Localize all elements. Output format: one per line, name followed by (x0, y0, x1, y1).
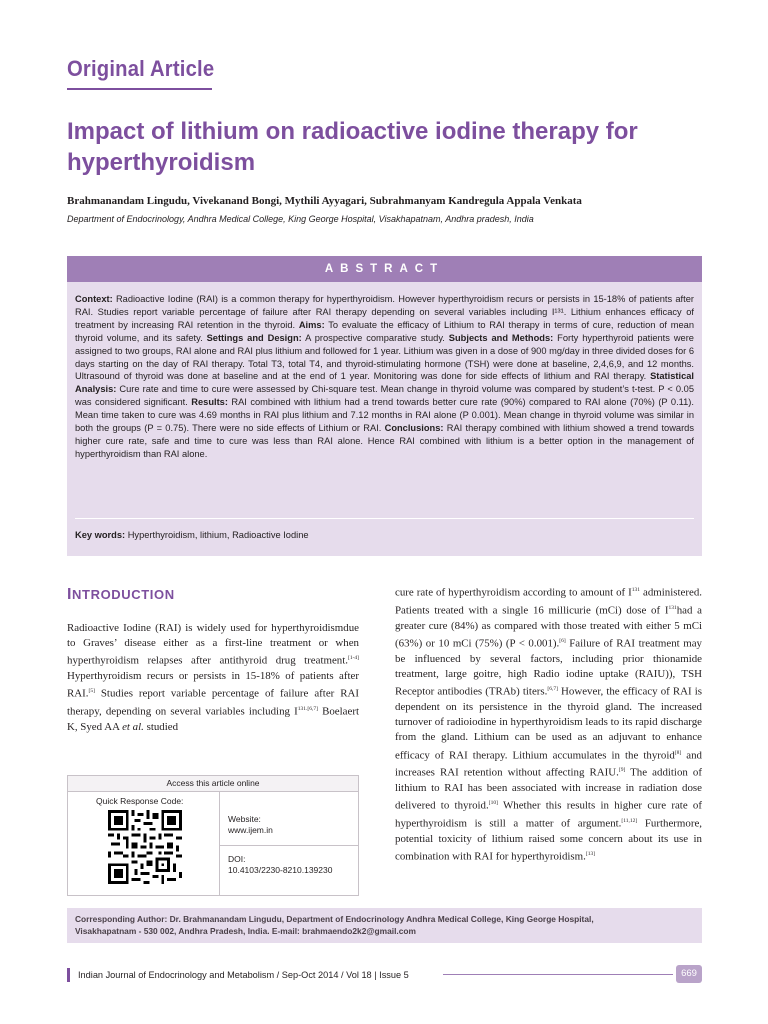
conclusions-label: Conclusions: (384, 423, 444, 434)
left-column (67, 586, 359, 735)
aims-text: To evaluate the efficacy of Lithium to RAI therapy in terms of cure, reduction of mean thyroid volume, and its safety. (75, 319, 694, 343)
citation: [11,12] (621, 818, 638, 825)
website-label: Website: (228, 814, 261, 824)
introduction-heading (67, 586, 359, 604)
citation: [10] (488, 800, 498, 807)
keywords-label: Key words: (75, 530, 126, 540)
abstract-divider (75, 518, 694, 519)
body-text: cure rate of hyperthyroidism according to amount of I (395, 586, 632, 599)
access-article-box (67, 775, 359, 896)
citation: [13] (585, 851, 596, 858)
footer-journal: Indian Journal of Endocrinology and Metabolism / Sep-Oct 2014 / Vol 18 | Issue 5 (78, 970, 409, 980)
results-text: RAI combined with lithium had a trend towards better cure rate (90%) compared to RAI alone (70%) (P 0.11). Mean time taken to cure was 4.69 months in RAI plus lithium and 7.12 months in RAI alone (P 0.001). Mean change in thyroid volume was similar in both the groups (P = 0.75). There were no side effects of Lithium or RAI. (75, 397, 694, 434)
et-al: et al. (122, 721, 144, 734)
citation: [1-4] (348, 655, 359, 662)
access-title: Access this article online (68, 776, 358, 792)
keywords-text: Hyperthyroidism, lithium, Radioactive Iodine (125, 530, 309, 540)
citation: [5] (88, 688, 95, 695)
stats-label: Statistical Analysis: (75, 371, 694, 395)
citation: [6,7] (547, 686, 558, 693)
heading-initial: I (67, 586, 73, 603)
introduction-paragraph (67, 621, 359, 735)
body-text: The addition of lithium to RAI has been associated with increase in radiation dose delivered to thyroid. (395, 766, 702, 813)
isotope-superscript: 131 (297, 706, 307, 713)
settings-text: A prospective comparative study. (301, 332, 449, 343)
author-affiliation: Department of Endocrinology, Andhra Medical College, King George Hospital, Visakhapatnam, Andhra pradesh, India (67, 214, 534, 224)
heading-rest: NTRODUCTION (72, 587, 175, 602)
body-text: administered. Patients treated with a single 16 millicurie (mCi) dose of I (395, 586, 702, 617)
footer-rule (443, 974, 673, 975)
body-text: Whether this results in higher cure rate of hyperthyroidism is still a matter of argument. (395, 800, 702, 830)
website-cell (220, 792, 358, 846)
citation: [6] (559, 637, 566, 644)
subjects-text: Forty hyperthyroid patients were assigned to two groups, RAI alone and RAI plus lithium and followed for 1 year. Lithium was given in a dose of 900 mg/day in three divided doses for 6 days starting on the day of RAI therapy. Total T3, total T4, and thyroid-stimulating hormone (TSH) were done at baseline, 2,4,6,9, and 12 months. Ultrasound of thyroid was done at baseline and at the end of 1 year. Monitoring was done for side effects of lithium and RAI therapy. (75, 332, 694, 382)
article-type-label: Original Article (67, 56, 215, 81)
subjects-label: Subjects and Methods: (448, 332, 554, 343)
body-text: However, the efficacy of RAI is dependent on its persistence in the thyroid gland. The increased turnover of radioiodine in hyperthyroidism leads to its rapid discharge from the gland. Lithium can be used as an adjuvant to enhance efficacy of RAI therapy. Lithium accumulates in the thyroid (395, 685, 702, 762)
page-number: 669 (676, 965, 702, 983)
author-list: Brahmanandam Lingudu, Vivekanand Bongi, Mythili Ayyagari, Subrahmanyam Kandregula Appala Venkata (67, 195, 582, 207)
intro-text: Hyperthyroidism recurs or persists in 15-18% of patients after RAI. (67, 670, 359, 701)
isotope-superscript: 131 (668, 604, 677, 611)
citation: [8] (674, 749, 682, 756)
body-text: and increases RAI retention without affecting RAIU. (395, 749, 702, 779)
corresponding-line-2: Visakhapatnam - 530 002, Andhra Pradesh, India. E-mail: brahmaendo2k2@gmail.com (75, 926, 416, 936)
footer-accent-bar (67, 968, 70, 982)
website-link[interactable]: www.ijem.in (228, 825, 273, 835)
intro-text: Radioactive Iodine (RAI) is widely used for hyperthyroidismdue to Graves’ disease either as a first-line treatment or when hyperthyroidism relapses after antithyroid drug treatment. (67, 622, 359, 668)
intro-text: Studies report variable percentage of failure after RAI therapy, depending on several variables including I (67, 688, 359, 718)
doi-cell (220, 846, 358, 895)
conclusions-text: RAI therapy combined with lithium showed a trend towards higher cure rate, safe and time to cure was less than RAI alone. Hence RAI combined with lithium is a better option in the management of hyperthyroidism than RAI alone. (75, 423, 694, 459)
settings-label: Settings and Design: (206, 332, 302, 343)
article-title: Impact of lithium on radioactive iodine therapy for hyperthyroidism (67, 118, 638, 176)
context-label: Context: (75, 294, 113, 304)
body-text: Failure of RAI treatment may be influenced by several factors, including prior thionamide treatment, large goitre, high Radio iodine uptake (RAIU)), TSH Receptor antibodies (TRAb) titers. (395, 637, 702, 698)
article-type-rule (67, 88, 212, 90)
abstract-heading: ABSTRACT (67, 256, 702, 282)
qr-label: Quick Response Code: (96, 796, 184, 806)
doi-label: DOI: (228, 854, 246, 864)
context-text: Radioactive Iodine (RAI) is a common therapy for hyperthyroidism. However hyperthyroidism recurs or persists in 15-18% of patients after RAI. Studies report variable percentage of failure after RAI therapy depending on several variables including I¹³¹. Lithium enhances efficacy of treatment by increasing RAI retention in the thyroid. (75, 294, 694, 330)
corresponding-author-box (67, 908, 702, 943)
body-text: Furthermore, potential toxicity of lithium raised some concern about its use in combination with RAI for hyperthyroidism. (395, 817, 702, 863)
abstract-body (67, 282, 702, 461)
body-paragraph (395, 583, 702, 865)
keywords (75, 530, 309, 540)
abstract-box (67, 256, 702, 556)
citation: .[6,7] (306, 706, 318, 713)
right-column (395, 583, 702, 865)
qr-code-icon[interactable] (108, 810, 182, 884)
results-label: Results: (191, 397, 228, 408)
intro-text: studied (143, 721, 179, 734)
aims-label: Aims: (298, 319, 325, 330)
isotope-superscript: 131 (631, 587, 641, 593)
qr-cell (68, 792, 220, 895)
intro-text: Boelaert K, Syed AA (67, 705, 359, 734)
stats-text: Cure rate and time to cure were assessed by Chi-square test. Mean change in thyroid volume was compared by student’s t-test. P < 0.05 was considered significant. (75, 384, 694, 408)
corresponding-line-1: Corresponding Author: Dr. Brahmanandam Lingudu, Department of Endocrinology Andhra Medical College, King George Hospital, (75, 914, 594, 924)
citation: [9] (618, 767, 626, 774)
body-text: had a greater cure (84%) as compared with those treated with either 5 mCi (63%) or 10 mCi (75%) (P < 0.001). (395, 604, 703, 650)
doi-link[interactable]: 10.4103/2230-8210.139230 (228, 865, 333, 875)
